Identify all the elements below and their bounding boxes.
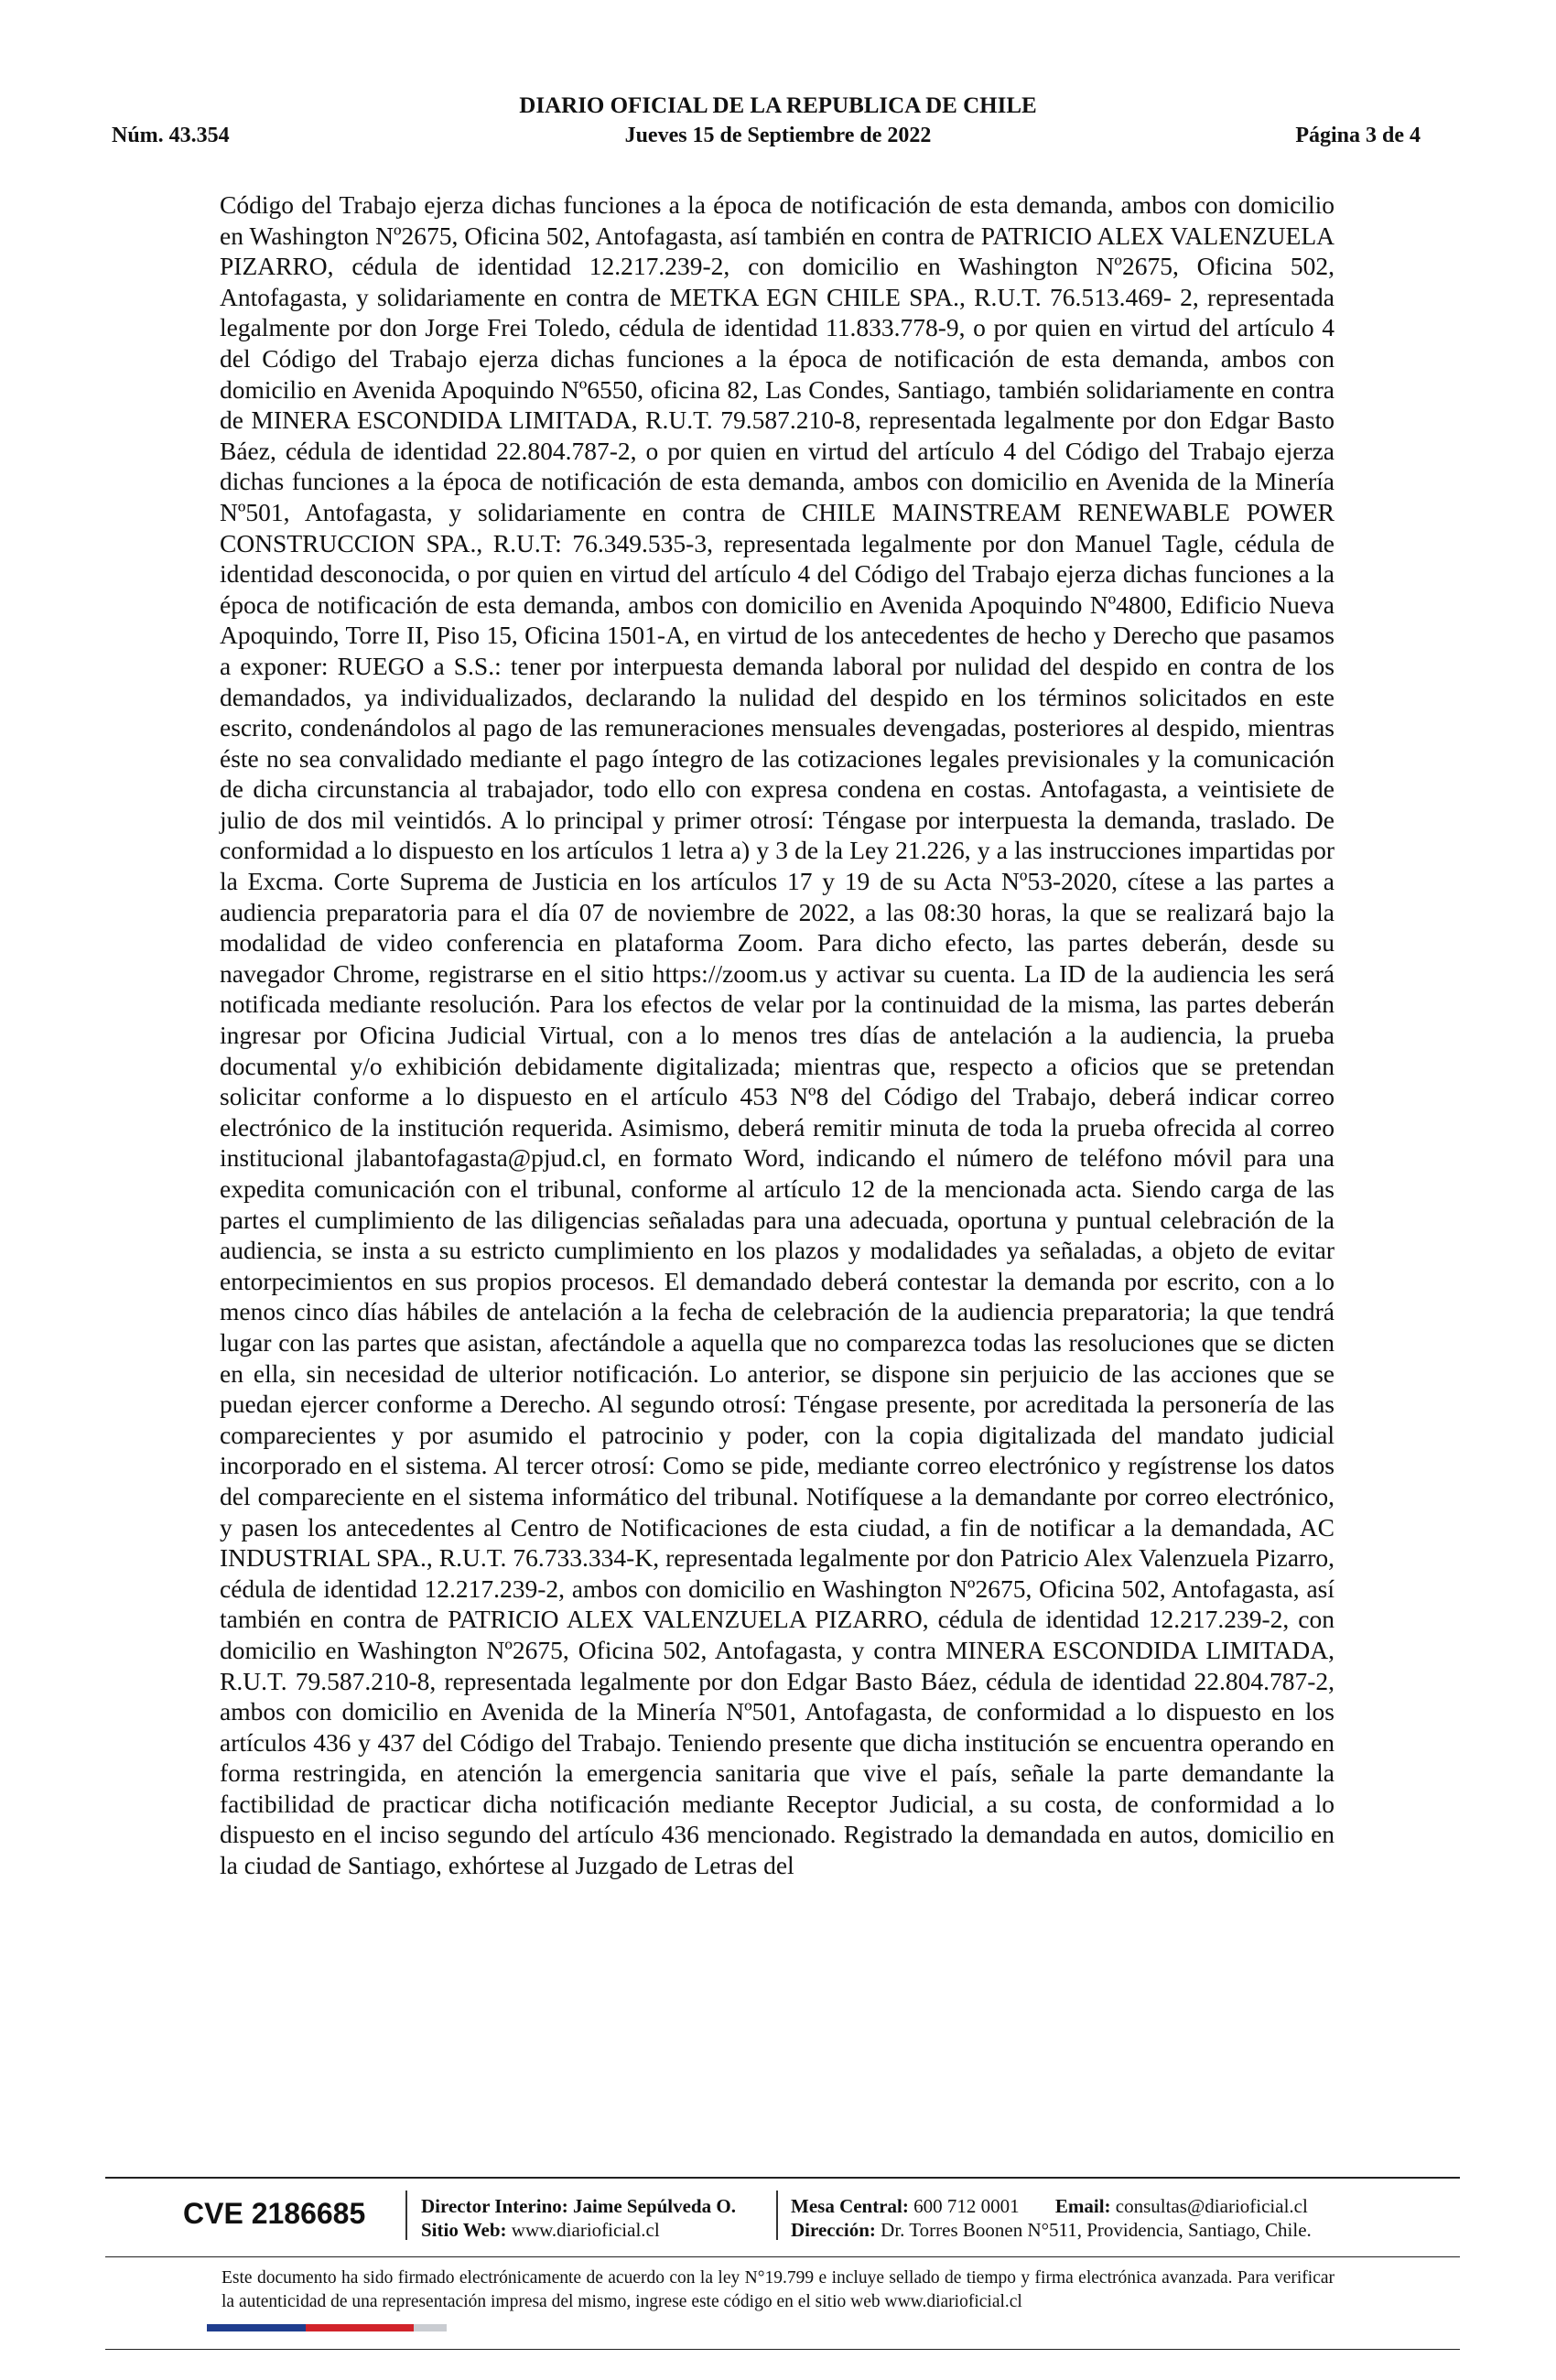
address-label: Dirección: — [791, 2219, 876, 2241]
phone-label: Mesa Central: — [791, 2195, 909, 2217]
website-link[interactable]: www.diarioficial.cl — [511, 2219, 660, 2241]
body-paragraph: Código del Trabajo ejerza dichas funciones a la época de notificación de esta demanda, ambos con domicilio en Washington Nº2675, Oficina 502, Antofagasta, así también en contra de PATRICIO ALEX VALENZUELA PIZARRO, cédula de identidad 12.217.239-2, con domicilio en Washington Nº2675, Oficina 502, Antofagasta, y solidariamente en contra de METKA EGN CHILE SPA., R.U.T. 76.513.469- 2, representada legalmente por don Jorge Frei Toledo, cédula de identidad 11.833.778-9, o por quien en virtud del artículo 4 del Código del Trabajo ejerza dichas funciones a la época de notificación de esta demanda, ambos con domicilio en Avenida Apoquindo Nº6550, oficina 82, Las Condes, Santiago, también solidariamente en contra de MINERA ESCONDIDA LIMITADA, R.U.T. 79.587.210-8, representada legalmente por don Edgar Basto Báez, cédula de identidad 22.804.787-2, o por quien en virtud del artículo 4 del Código del Trabajo ejerza dichas funciones a la época de notificación de esta demanda, ambos con domicilio en Avenida de la Minería Nº501, Antofagasta, y solidariamente en contra de CHILE MAINSTREAM RENEWABLE POWER CONSTRUCCION SPA., R.U.T: 76.349.535-3, representada legalmente por don Manuel Tagle, cédula de identidad desconocida, o por quien en virtud del artículo 4 del Código del Trabajo ejerza dichas funciones a la época de notificación de esta demanda, ambos con domicilio en Avenida Apoquindo Nº4800, Edificio Nueva Apoquindo, Torre II, Piso 15, Oficina 1501-A, en virtud de los antecedentes de hecho y Derecho que pasamos a exponer: RUEGO a S.S.: tener por interpuesta demanda laboral por nulidad del despido en contra de los demandados, ya individualizados, declarando la nulidad del despido en los términos solicitados en este escrito, condenándolos al pago de las remuneraciones mensuales devengadas, posteriores al despido, mientras éste no sea convalidado mediante el pago íntegro de las cotizaciones legales previsionales y la comunicación de dicha circunstancia al trabajador, todo ello con expresa condena en costas. Antofagasta, a veintisiete de julio de dos mil veintidós. A lo principal y primer otrosí: Téngase por interpuesta la demanda, traslado. De conformidad a lo dispuesto en los artículos 1 letra a) y 3 de la Ley 21.226, y a las instrucciones impartidas por la Excma. Corte Suprema de Justicia en los artículos 17 y 19 de su Acta Nº53-2020, cítese a las partes a audiencia preparatoria para el día 07 de noviembre de 2022, a las 08:30 horas, la que se realizará bajo la modalidad de video conferencia en plataforma Zoom. Para dicho efecto, las partes deberán, desde su navegador Chrome, registrarse en el sitio https://zoom.us y activar su cuenta. La ID de la audiencia les será notificada mediante resolución. Para los efectos de velar por la continuidad de la misma, las partes deberán ingresar por Oficina Judicial Virtual, con a lo menos tres días de antelación a la audiencia, la prueba documental y/o exhibición debidamente digitalizada; mientras que, respecto a oficios que se pretendan solicitar conforme a lo dispuesto en el artículo 453 Nº8 del Código del Trabajo, deberá indicar correo electrónico de la institución requerida. Asimismo, deberá remitir minuta de toda la prueba ofrecida al correo institucional jlabantofagasta@pjud.cl, en formato Word, indicando el número de teléfono móvil para una expedita comunicación con el tribunal, conforme al artículo 12 de la mencionada acta. Siendo carga de las partes el cumplimiento de las diligencias señaladas para una adecuada, oportuna y puntual celebración de la audiencia, se insta a su estricto cumplimiento en los plazos y modalidades ya señaladas, a objeto de evitar entorpecimientos en sus propios procesos. El demandado deberá contestar la demanda por escrito, con a lo menos cinco días hábiles de antelación a la fecha de celebración de la audiencia preparatoria; la que tendrá lugar con las partes que asistan, afectándole a aquella que no comparezca todas las resoluciones que se dicten en ella, sin necesidad de ulterior notificación. Lo anterior, se dispone sin perjuicio de las acciones que se puedan ejercer conforme a Derecho. Al segundo otrosí: Téngase presente, por acreditada la personería de las comparecientes y por asumido el patrocinio y poder, con la copia digitalizada del mandato judicial incorporado en el sistema. Al tercer otrosí: Como se pide, mediante correo electrónico y regístrense los datos del compareciente en el sistema informático del tribunal. Notifíquese a la demandante por correo electrónico, y pasen los antecedentes al Centro de Notificaciones de esta ciudad, a fin de notificar a la demandada, AC INDUSTRIAL SPA., R.U.T. 76.733.334-K, representada legalmente por don Patricio Alex Valenzuela Pizarro, cédula de identidad 12.217.239-2, ambos con domicilio en Washington Nº2675, Oficina 502, Antofagasta, así también en contra de PATRICIO ALEX VALENZUELA PIZARRO, cédula de identidad 12.217.239-2, con domicilio en Washington Nº2675, Oficina 502, Antofagasta, y contra MINERA ESCONDIDA LIMITADA, R.U.T. 79.587.210-8, representada legalmente por don Edgar Basto Báez, cédula de identidad 22.804.787-2, ambos con domicilio en Avenida de la Minería Nº501, Antofagasta, de conformidad a lo dispuesto en los artículos 436 y 437 del Código del Trabajo. Teniendo presente que dicha institución se encuentra operando en forma restringida, en atención la emergencia sanitaria que vive el país, señale la parte demandante la factibilidad de practicar dicha notificación mediante Receptor Judicial, a su costa, de conformidad a lo dispuesto en el inciso segundo del artículo 436 mencionado. Registrado la demandada en autos, domicilio en la ciudad de Santiago, exhórtese al Juzgado de Letras del — [220, 190, 1334, 1880]
flag-red-segment — [306, 2324, 414, 2331]
flag-gray-segment — [414, 2324, 447, 2331]
director-label: Director Interino: — [421, 2195, 568, 2217]
footer-mid-rule — [105, 2256, 1460, 2257]
director-name: Jaime Sepúlveda O. — [573, 2195, 736, 2217]
issue-number: Núm. 43.354 — [112, 124, 230, 147]
issue-date: Jueves 15 de Septiembre de 2022 — [624, 124, 932, 147]
cve-code: CVE 2186685 — [183, 2197, 366, 2230]
flag-color-bar — [207, 2324, 447, 2331]
email-link[interactable]: consultas@diarioficial.cl — [1115, 2195, 1308, 2217]
publication-title: DIARIO OFICIAL DE LA REPUBLICA DE CHILE — [519, 93, 1037, 118]
phone-number: 600 712 0001 — [913, 2195, 1020, 2217]
footer-top-rule — [105, 2177, 1460, 2179]
address-text: Dr. Torres Boonen N°511, Providencia, Santiago, Chile. — [881, 2219, 1312, 2241]
footer-bottom-rule — [105, 2349, 1460, 2350]
signature-disclaimer: Este documento ha sido firmado electrónicamente de acuerdo con la ley N°19.799 e incluye sellado de tiempo y firma electrónica avanzada. Para verificar la autenticidad de una representación impresa del mismo, ingrese este código en el sitio web www.diarioficial.cl — [222, 2268, 1334, 2311]
flag-blue-segment — [207, 2324, 306, 2331]
footer-divider — [776, 2191, 778, 2240]
footer-director-block — [421, 2194, 736, 2242]
footer-divider — [405, 2191, 407, 2240]
website-label: Sitio Web: — [421, 2219, 507, 2241]
email-label: Email: — [1054, 2195, 1111, 2217]
page-indicator: Página 3 de 4 — [1295, 124, 1421, 147]
footer-contact-block — [791, 2194, 1312, 2242]
